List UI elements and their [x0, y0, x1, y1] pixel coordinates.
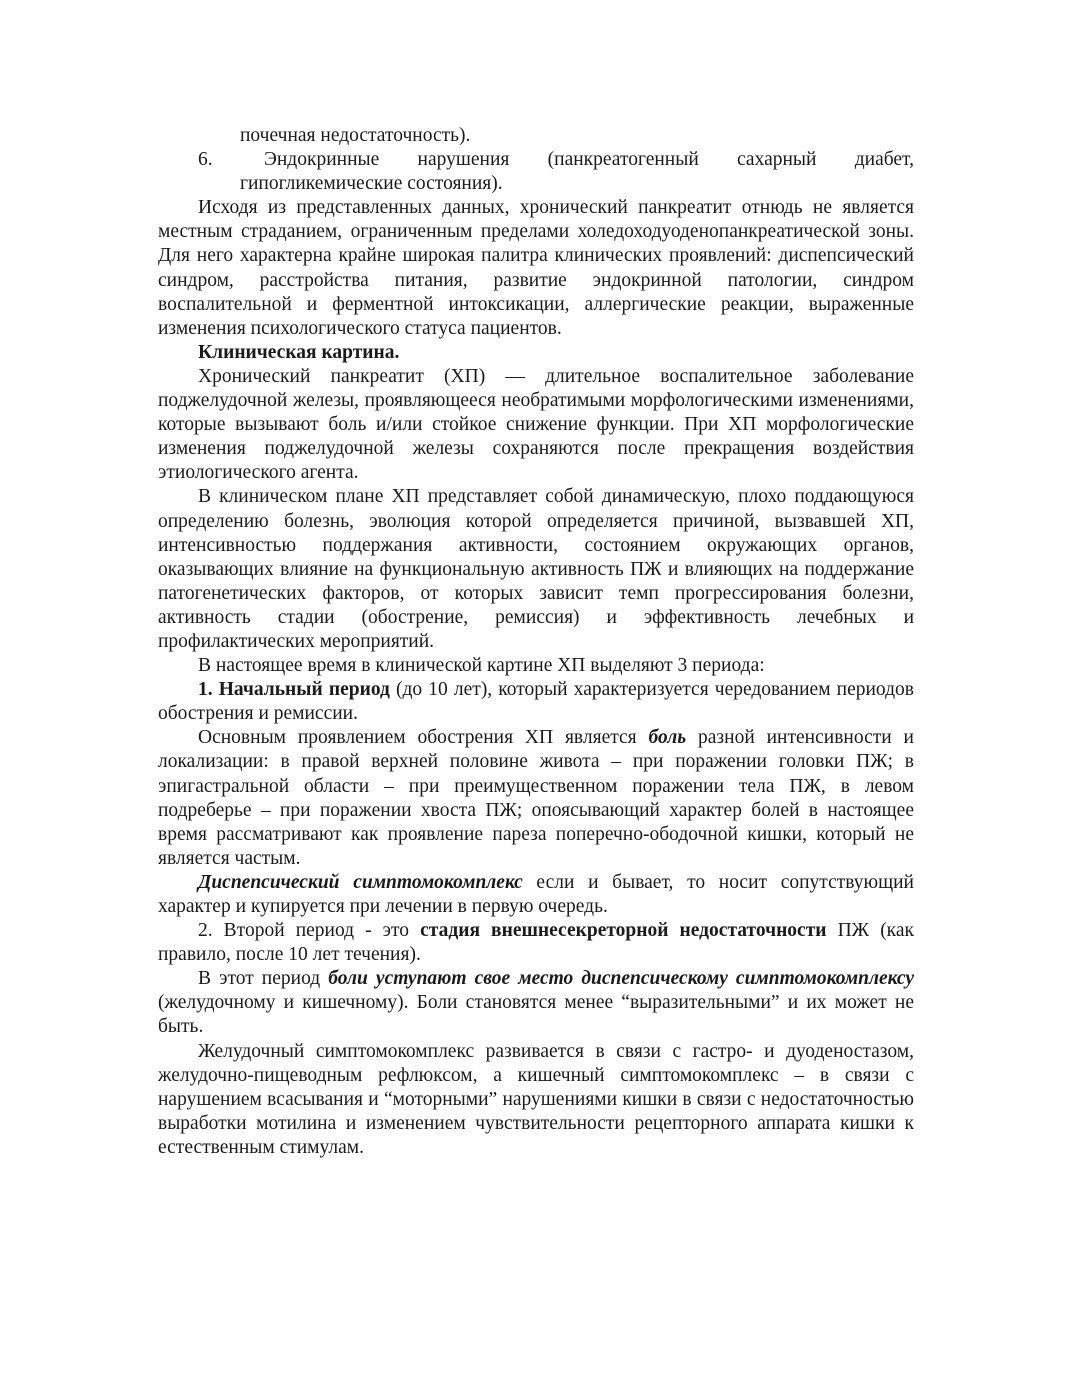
period-1-title: 1. Начальный период [198, 679, 390, 701]
pain-emphasis: боль [648, 727, 687, 749]
paragraph-pain [158, 726, 914, 871]
pain-text-before: Основным проявлением обострения ХП является [198, 727, 649, 749]
list-item-6 [158, 148, 914, 196]
period-1-text: (до 10 лет), который характеризуется чередованием периодов обострения и ремиссии. [158, 679, 914, 725]
list-continuation: почечная недостаточность). [240, 125, 471, 146]
paragraph-period-1 [158, 678, 914, 726]
paragraph-gastric: Желудочный симптомокомплекс развивается в связи с гастро- и дуоденостазом, желудочно-пищеводным рефлюксом, а кишечный симптомокомплекс – в связи с нарушением всасывания и “моторными” нарушениями кишки в связи с недостаточностью выработки мотилина и изменением чувствительности рецепторного аппарата кишки к естественным стимулам. [158, 1040, 914, 1158]
second-text-before: В этот период [198, 968, 329, 990]
document-page [158, 124, 914, 1160]
paragraph-dyspeptic [158, 871, 914, 919]
period-2-text-before: 2. Второй период - это [198, 920, 421, 942]
second-emphasis: боли уступают свое место диспепсическому симптомокомплексу [328, 968, 914, 990]
pain-text-after: разной интенсивности и локализации: в правой верхней половине живота – при поражении головки ПЖ; в эпигастральной области – при преимущественном поражении тела ПЖ, в левом подреберье – при поражении хвоста ПЖ; опоясывающий характер болей в настоящее время рассматривают как проявление пареза поперечно-ободочной кишки, который не является частым. [158, 727, 914, 869]
paragraph-summary: Исходя из представленных данных, хронический панкреатит отнюдь не является местным страданием, ограниченным пределами холедоходуоденопанкреатической зоны. Для него характерна крайне широкая палитра клинических проявлений: диспепсический синдром, расстройства питания, развитие эндокринной патологии, синдром воспалительной и ферментной интоксикации, аллергические реакции, выраженные изменения психологического статуса пациентов. [158, 197, 914, 339]
period-2-title: стадия внешнесекреторной недостаточности [420, 920, 827, 942]
section-heading: Клиническая картина. [198, 341, 400, 363]
dyspeptic-emphasis: Диспепсический симптомокомплекс [198, 871, 523, 893]
list-item-6-text: Эндокринные нарушения (панкреатогенный сахарный диабет, гипогликемические состояния). [240, 149, 914, 195]
dyspeptic-text: если и бывает, то носит сопутствующий характер и купируется при лечении в первую очередь. [158, 871, 914, 917]
paragraph-periods: В настоящее время в клинической картине ХП выделяют 3 периода: [198, 655, 765, 677]
paragraph-definition: Хронический панкреатит (ХП) — длительное воспалительное заболевание поджелудочной железы, проявляющееся необратимыми морфологическими изменениями, которые вызывают боль и/или стойкое снижение функции. При ХП морфологические изменения поджелудочной железы сохраняются после прекращения воздействия этиологического агента. [158, 365, 914, 484]
paragraph-second-period [158, 967, 914, 1039]
paragraph-dynamics: В клиническом плане ХП представляет собой динамическую, плохо поддающуюся определению болезнь, эволюция которой определяется причиной, вызвавшей ХП, интенсивностью поддержания активности, состоянием окружающих органов, оказывающих влияние на функциональную активность ПЖ и влияющих на поддержание патогенетических факторов, от которых зависит темп прогрессирования болезни, активность стадии (обострение, ремиссия) и эффективность лечебных и профилактических мероприятий. [158, 486, 914, 652]
second-text-after: (желудочному и кишечному). Боли становятся менее “выразительными” и их может не быть. [158, 992, 914, 1038]
period-2-text-after: ПЖ (как правило, после 10 лет течения). [158, 920, 914, 966]
paragraph-period-2 [158, 919, 914, 967]
list-item-6-number: 6. [198, 149, 213, 171]
